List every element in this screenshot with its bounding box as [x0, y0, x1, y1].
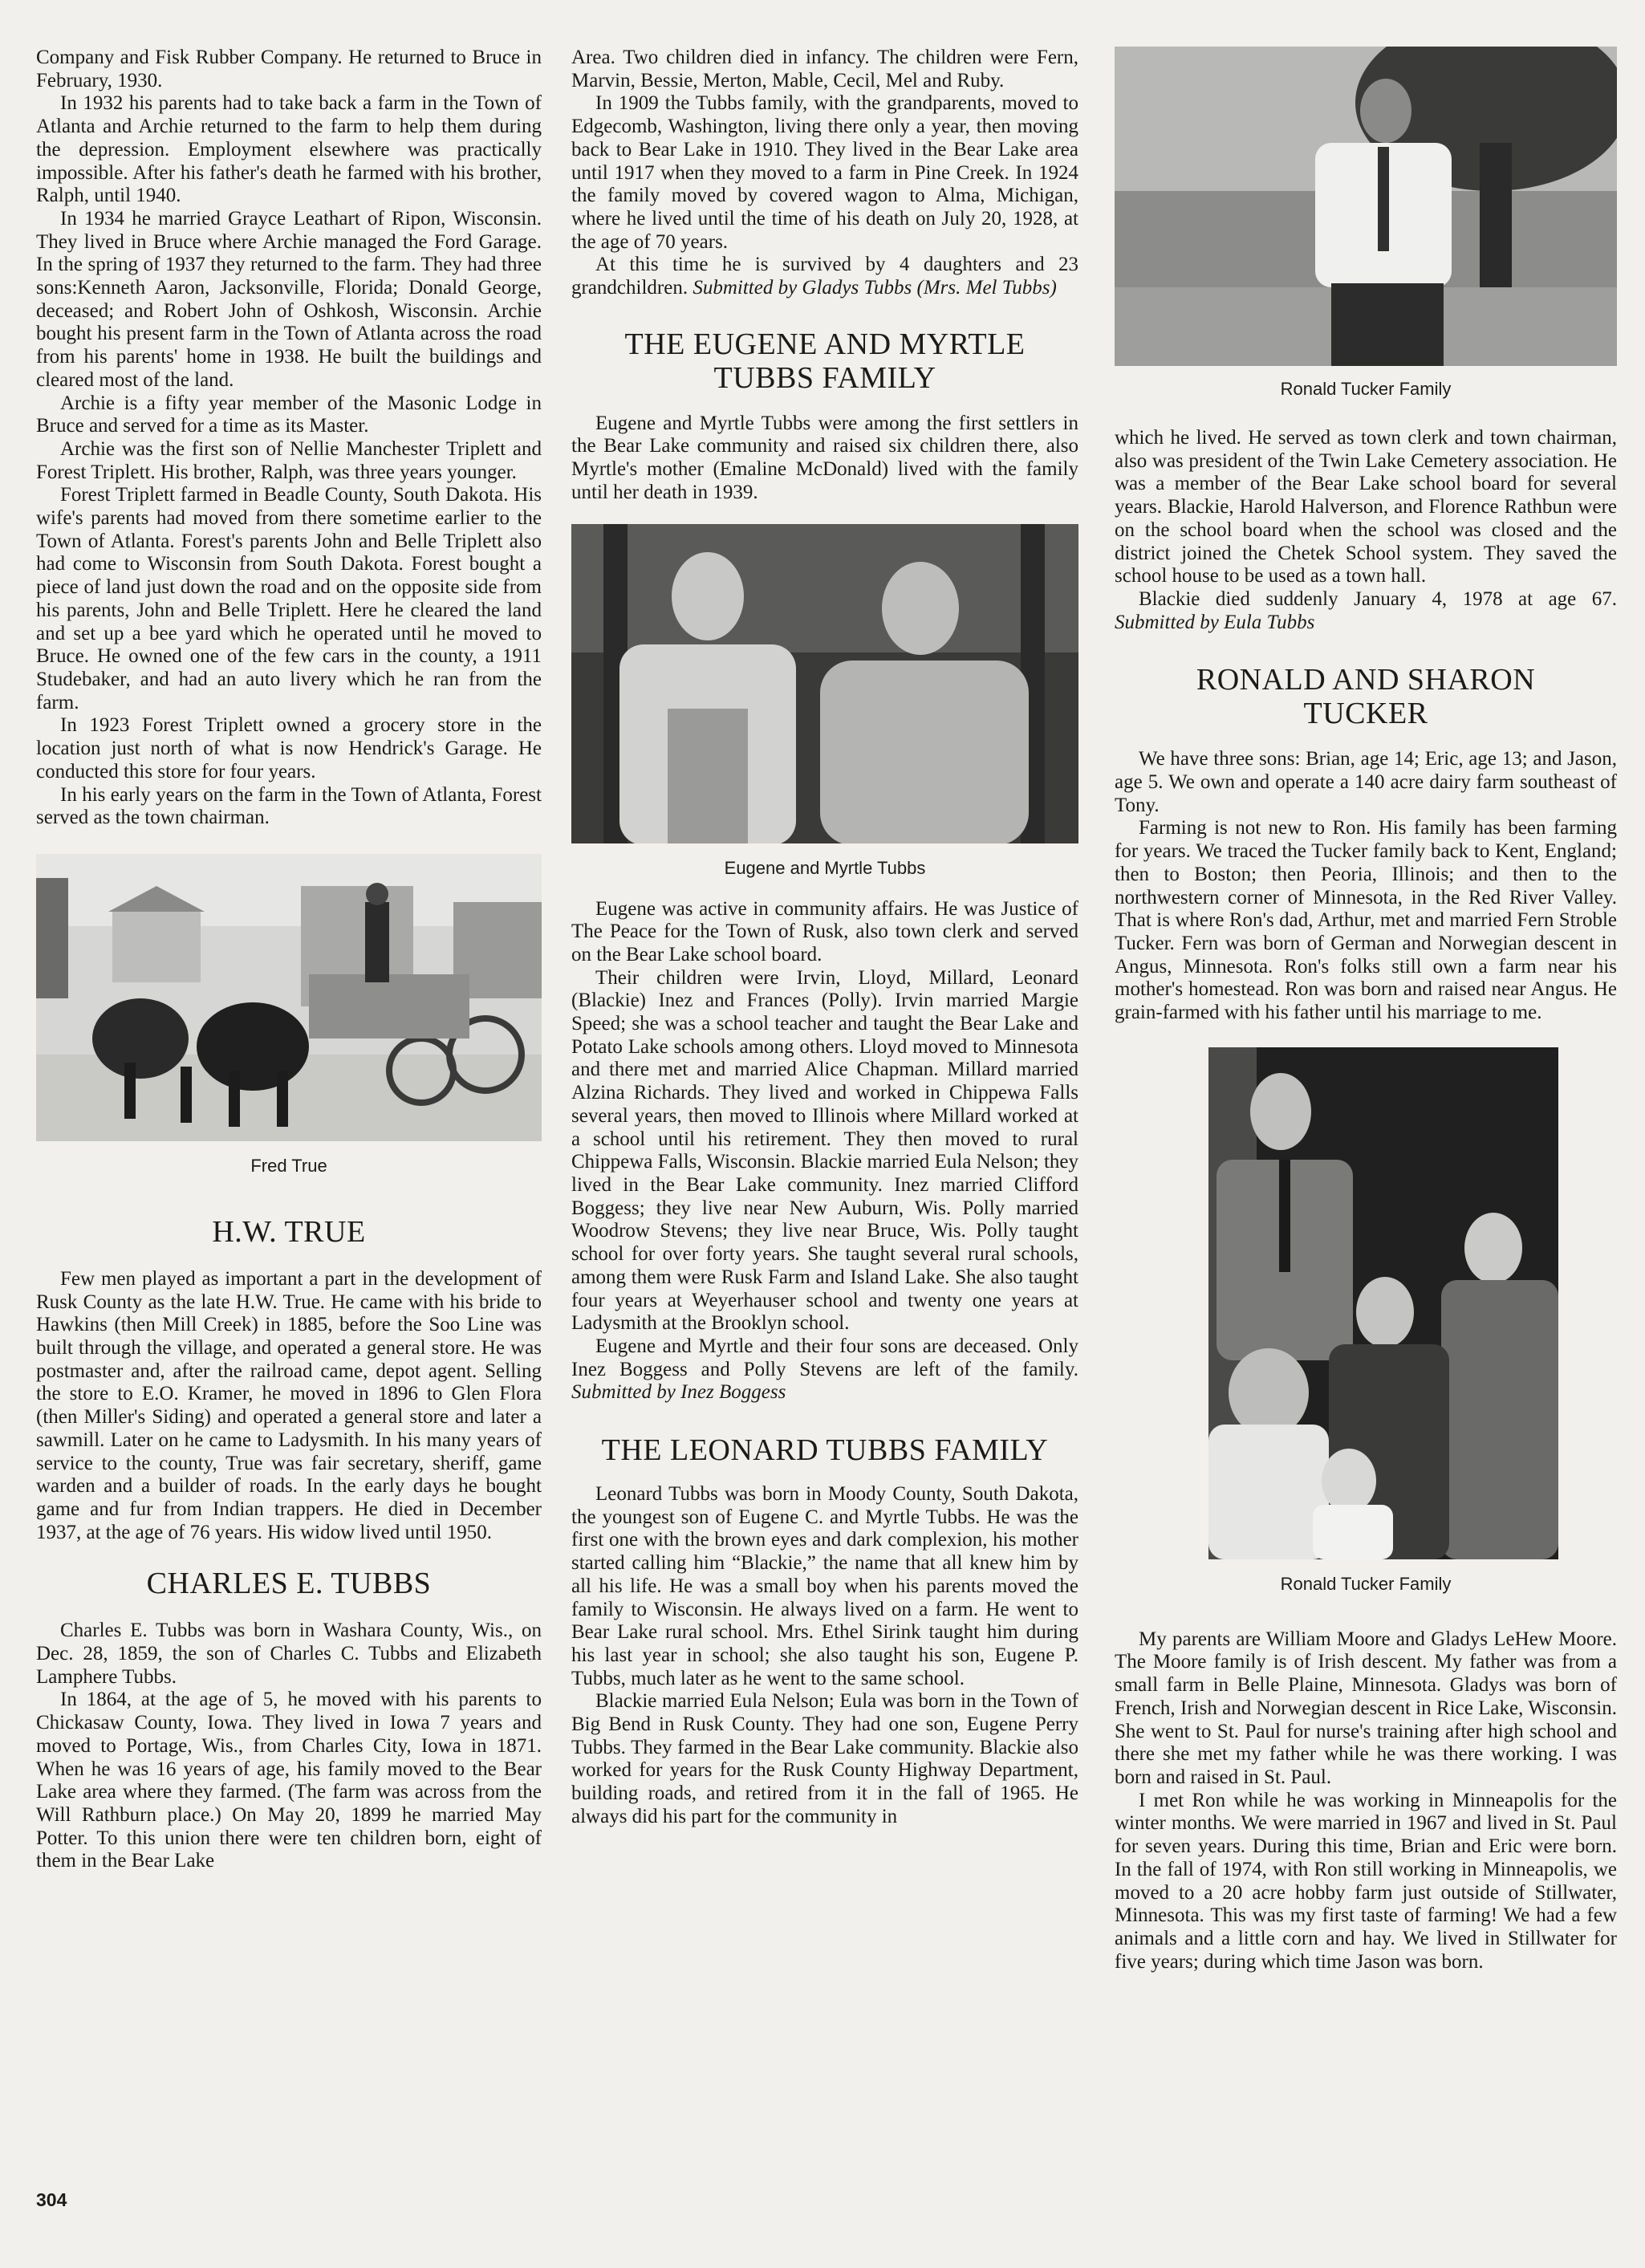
column-3	[1115, 47, 1617, 1973]
submitted-by: Submitted by Gladys Tubbs (Mrs. Mel Tubbs)	[693, 277, 1057, 299]
paragraph-text: At this time he is survived by 4 daughters and 23 grandchildren.	[571, 254, 1078, 299]
paragraph: In 1909 the Tubbs family, with the grandparents, moved to Edgecomb, Washington, living there only a year, then moving back to Bear Lake in 1910. They lived in the Bear Lake area until 1917 when they moved to a farm in Pine Creek. In 1924 the family moved by covered wagon to Alma, Michigan, where he lived until the time of his death on July 20, 1928, at the age of 70 years.	[571, 92, 1078, 253]
paragraph: which he lived. He served as town clerk and town chairman, also was president of the Twin Lake Cemetery association. He was a member of the Bear Lake school board for several years. Blackie, Harold Halverson, and Florence Rathbun were on the school board when the school was closed and the district joined the Chetek School system. They saved the school house to be used as a town hall.	[1115, 427, 1617, 587]
paragraph: In 1923 Forest Triplett owned a grocery store in the location just north of what is now Hendrick's Garage. He conducted this store for four years.	[36, 714, 542, 782]
paragraph-text: Eugene and Myrtle and their four sons are deceased. Only Inez Boggess and Polly Stevens are left of the family.	[571, 1335, 1078, 1380]
paragraph: In his early years on the farm in the Town of Atlanta, Forest served as the town chairman.	[36, 783, 542, 829]
submitted-by: Submitted by Inez Boggess	[571, 1381, 786, 1404]
heading-hw-true: H.W. TRUE	[212, 1214, 366, 1249]
paragraph: My parents are William Moore and Gladys LeHew Moore. The Moore family is of Irish descent. My father was from a small farm in Belle Plaine, Minnesota. Gladys was born of French, Irish and Norwegian descent in Rice Lake, Wisconsin. She went to St. Paul for nurse's training after high school and there she met my father while he was there working. I was born and raised in St. Paul.	[1115, 1628, 1617, 1788]
photo-caption: Ronald Tucker Family	[1280, 1573, 1452, 1594]
paragraph: Charles E. Tubbs was born in Washara County, Wis., on Dec. 28, 1859, the son of Charles C. Tubbs and Elizabeth Lamphere Tubbs.	[36, 1620, 542, 1688]
heading-ronald-sharon-tucker: RONALD AND SHARON TUCKER	[1196, 663, 1536, 731]
paragraph: Leonard Tubbs was born in Moody County, South Dakota, the youngest son of Eugene C. and Myrtle Tubbs. He was the first one with the brown eyes and dark complexion, his mother started calling him “Blackie,” the name that all knew him by all his life. He was a small boy when his parents moved the family to Wisconsin. He always lived on a farm. He went to Bear Lake rural school. Mrs. Ethel Sirink taught him during his last year in school; she also taught his son, Eugene P. Tubbs, much later as he went to the same school.	[571, 1483, 1078, 1689]
column-2	[571, 47, 1078, 1829]
heading-eugene-myrtle: THE EUGENE AND MYRTLE TUBBS FAMILY	[624, 327, 1026, 395]
paragraph: Eugene and Myrtle Tubbs were among the first settlers in the Bear Lake community and raised six children there, also Myrtle's mother (Emaline McDonald) lived with the family until her death in 1939.	[571, 412, 1078, 503]
photo-fred-true	[36, 854, 542, 1141]
heading-leonard-tubbs: THE LEONARD TUBBS FAMILY	[601, 1433, 1049, 1468]
column-1	[36, 47, 542, 1873]
photo-caption: Fred True	[250, 1155, 327, 1176]
paragraph: We have three sons: Brian, age 14; Eric, age 13; and Jason, age 5. We own and operate a 140 acre dairy farm southeast of Tony.	[1115, 748, 1617, 816]
paragraph	[571, 1335, 1078, 1404]
paragraph: Eugene was active in community affairs. He was Justice of The Peace for the Town of Rusk, also town clerk and served on the Bear Lake school board.	[571, 897, 1078, 965]
paragraph: Archie is a fifty year member of the Masonic Lodge in Bruce and served for a time as its Master.	[36, 392, 542, 437]
page-number: 304	[36, 2189, 67, 2210]
paragraph: Forest Triplett farmed in Beadle County, South Dakota. His wife's parents had moved from there sometime earlier to the Town of Atlanta. Forest's parents John and Belle Triplett also had come to Wisconsin from South Dakota. Forest bought a piece of land just down the road and on the opposite side from his parents, John and Belle Triplett. Here he cleared the land and set up a bee yard which he operated until he moved to Bruce. He owned one of the few cars in the county, a 1911 Studebaker, and had an auto livery which he ran from the farm.	[36, 484, 542, 713]
paragraph	[1115, 588, 1617, 634]
paragraph-text: Blackie died suddenly January 4, 1978 at age 67.	[1139, 587, 1617, 610]
photo-eugene-perry-tubbs	[1115, 47, 1617, 366]
photo-caption: Eugene and Myrtle Tubbs	[724, 857, 926, 878]
paragraph: Area. Two children died in infancy. The children were Fern, Marvin, Bessie, Merton, Mable, Cecil, Mel and Ruby.	[571, 47, 1078, 91]
photo-ronald-tucker-family	[1208, 1047, 1558, 1559]
paragraph: Farming is not new to Ron. His family has been farming for years. We traced the Tucker family back to Kent, England; then to Boston; then Peoria, Illinois; and then to the northwestern corner of Minnesota, in the Red River Valley. That is where Ron's dad, Arthur, met and married Fern Stroble Tucker. Fern was born of German and Norwegian descent in Angus, Minnesota. Ron's folks still own a farm near his mother's homestead. Ron was born and raised near Angus. He grain-farmed with his father until his marriage to me.	[1115, 817, 1617, 1024]
photo-caption: Ronald Tucker Family	[1280, 379, 1452, 399]
paragraph: Their children were Irvin, Lloyd, Millard, Leonard (Blackie) Inez and Frances (Polly). Irvin married Margie Speed; she was a school teacher and taught the Bear Lake and Potato Lake schools among others. Lloyd moved to Minnesota and there met and married Alice Chapman. Millard married Alzina Richards. They lived and worked in Chippewa Falls several years, then moved to Illinois where Millard worked at a school until his retirement. They then moved to rural Chippewa Falls, Wisconsin. Blackie married Eula Nelson; they lived in the Bear Lake community. Inez married Clifford Boggess; they live near New Auburn, Wis. Polly married Woodrow Stevens; they live near Bruce, Wis. Polly taught school for over forty years. She taught several rural schools, among them were Rusk Farm and Island Lake. She also taught four years at Weyerhauser school and twenty one years at Ladysmith at the Brooklyn school.	[571, 966, 1078, 1335]
photo-eugene-myrtle	[571, 524, 1078, 843]
paragraph: In 1864, at the age of 5, he moved with his parents to Chickasaw County, Iowa. They lived in Iowa 7 years and moved to Portage, Wis., from Charles City, Iowa in 1871. When he was 16 years of age, his family moved to the Bear Lake area where they farmed. (The farm was across from the Will Rathburn place.) On May 20, 1899 he married May Potter. To this union there were ten children born, eight of them in the Bear Lake	[36, 1689, 542, 1872]
submitted-by: Submitted by Eula Tubbs	[1115, 611, 1315, 633]
heading-charles-e-tubbs: CHARLES E. TUBBS	[146, 1567, 432, 1601]
paragraph: Blackie married Eula Nelson; Eula was born in the Town of Big Bend in Rusk County. They had one son, Eugene Perry Tubbs. They farmed in the Bear Lake community. Blackie also worked for years for the Rusk County Highway Department, building roads, and retired from it in the fall of 1965. He always did his part for the community in	[571, 1690, 1078, 1827]
paragraph: In 1934 he married Grayce Leathart of Ripon, Wisconsin. They lived in Bruce where Archie managed the Ford Garage. In the spring of 1937 they returned to the farm. They had three sons:Kenneth Aaron, Jacksonville, Florida; Donald George, deceased; and Robert John of Oshkosh, Wisconsin. Archie bought his present farm in the Town of Atlanta across the road from his parents' home in 1938. He built the buildings and cleared most of the land.	[36, 207, 542, 391]
paragraph: Archie was the first son of Nellie Manchester Triplett and Forest Triplett. His brother, Ralph, was three years younger.	[36, 437, 542, 483]
paragraph: In 1932 his parents had to take back a farm in the Town of Atlanta and Archie returned to the farm to help them during the depression. Employment elsewhere was practically impossible. After his father's death he farmed with his brother, Ralph, until 1940.	[36, 92, 542, 207]
paragraph: Company and Fisk Rubber Company. He returned to Bruce in February, 1930.	[36, 47, 542, 91]
paragraph: Few men played as important a part in the development of Rusk County as the late H.W. True. He came with his bride to Hawkins (then Mill Creek) in 1885, before the Soo Line was built through the village, and operated a general store. He was postmaster and, after the railroad came, depot agent. Selling the store to E.O. Kramer, he moved in 1896 to Glen Flora (then Miller's Siding) and operated a general store and later a sawmill. Later on he came to Ladysmith. In his many years of service to the county, True was fair secretary, sheriff, game warden and a builder of roads. In the early days he bought game and fur from Indian trappers. He died in December 1937, at the age of 76 years. His widow lived until 1950.	[36, 1267, 542, 1543]
paragraph: I met Ron while he was working in Minneapolis for the winter months. We were married in 1967 and lived in St. Paul for seven years. During this time, Brian and Eric were born. In the fall of 1974, with Ron still working in Minneapolis, we moved to a 20 acre hobby farm just outside of Stillwater, Minnesota. This was my first taste of farming! We had a few animals and a little corn and hay. We lived in Stillwater for five years; during which time Jason was born.	[1115, 1789, 1617, 1973]
paragraph	[571, 254, 1078, 299]
